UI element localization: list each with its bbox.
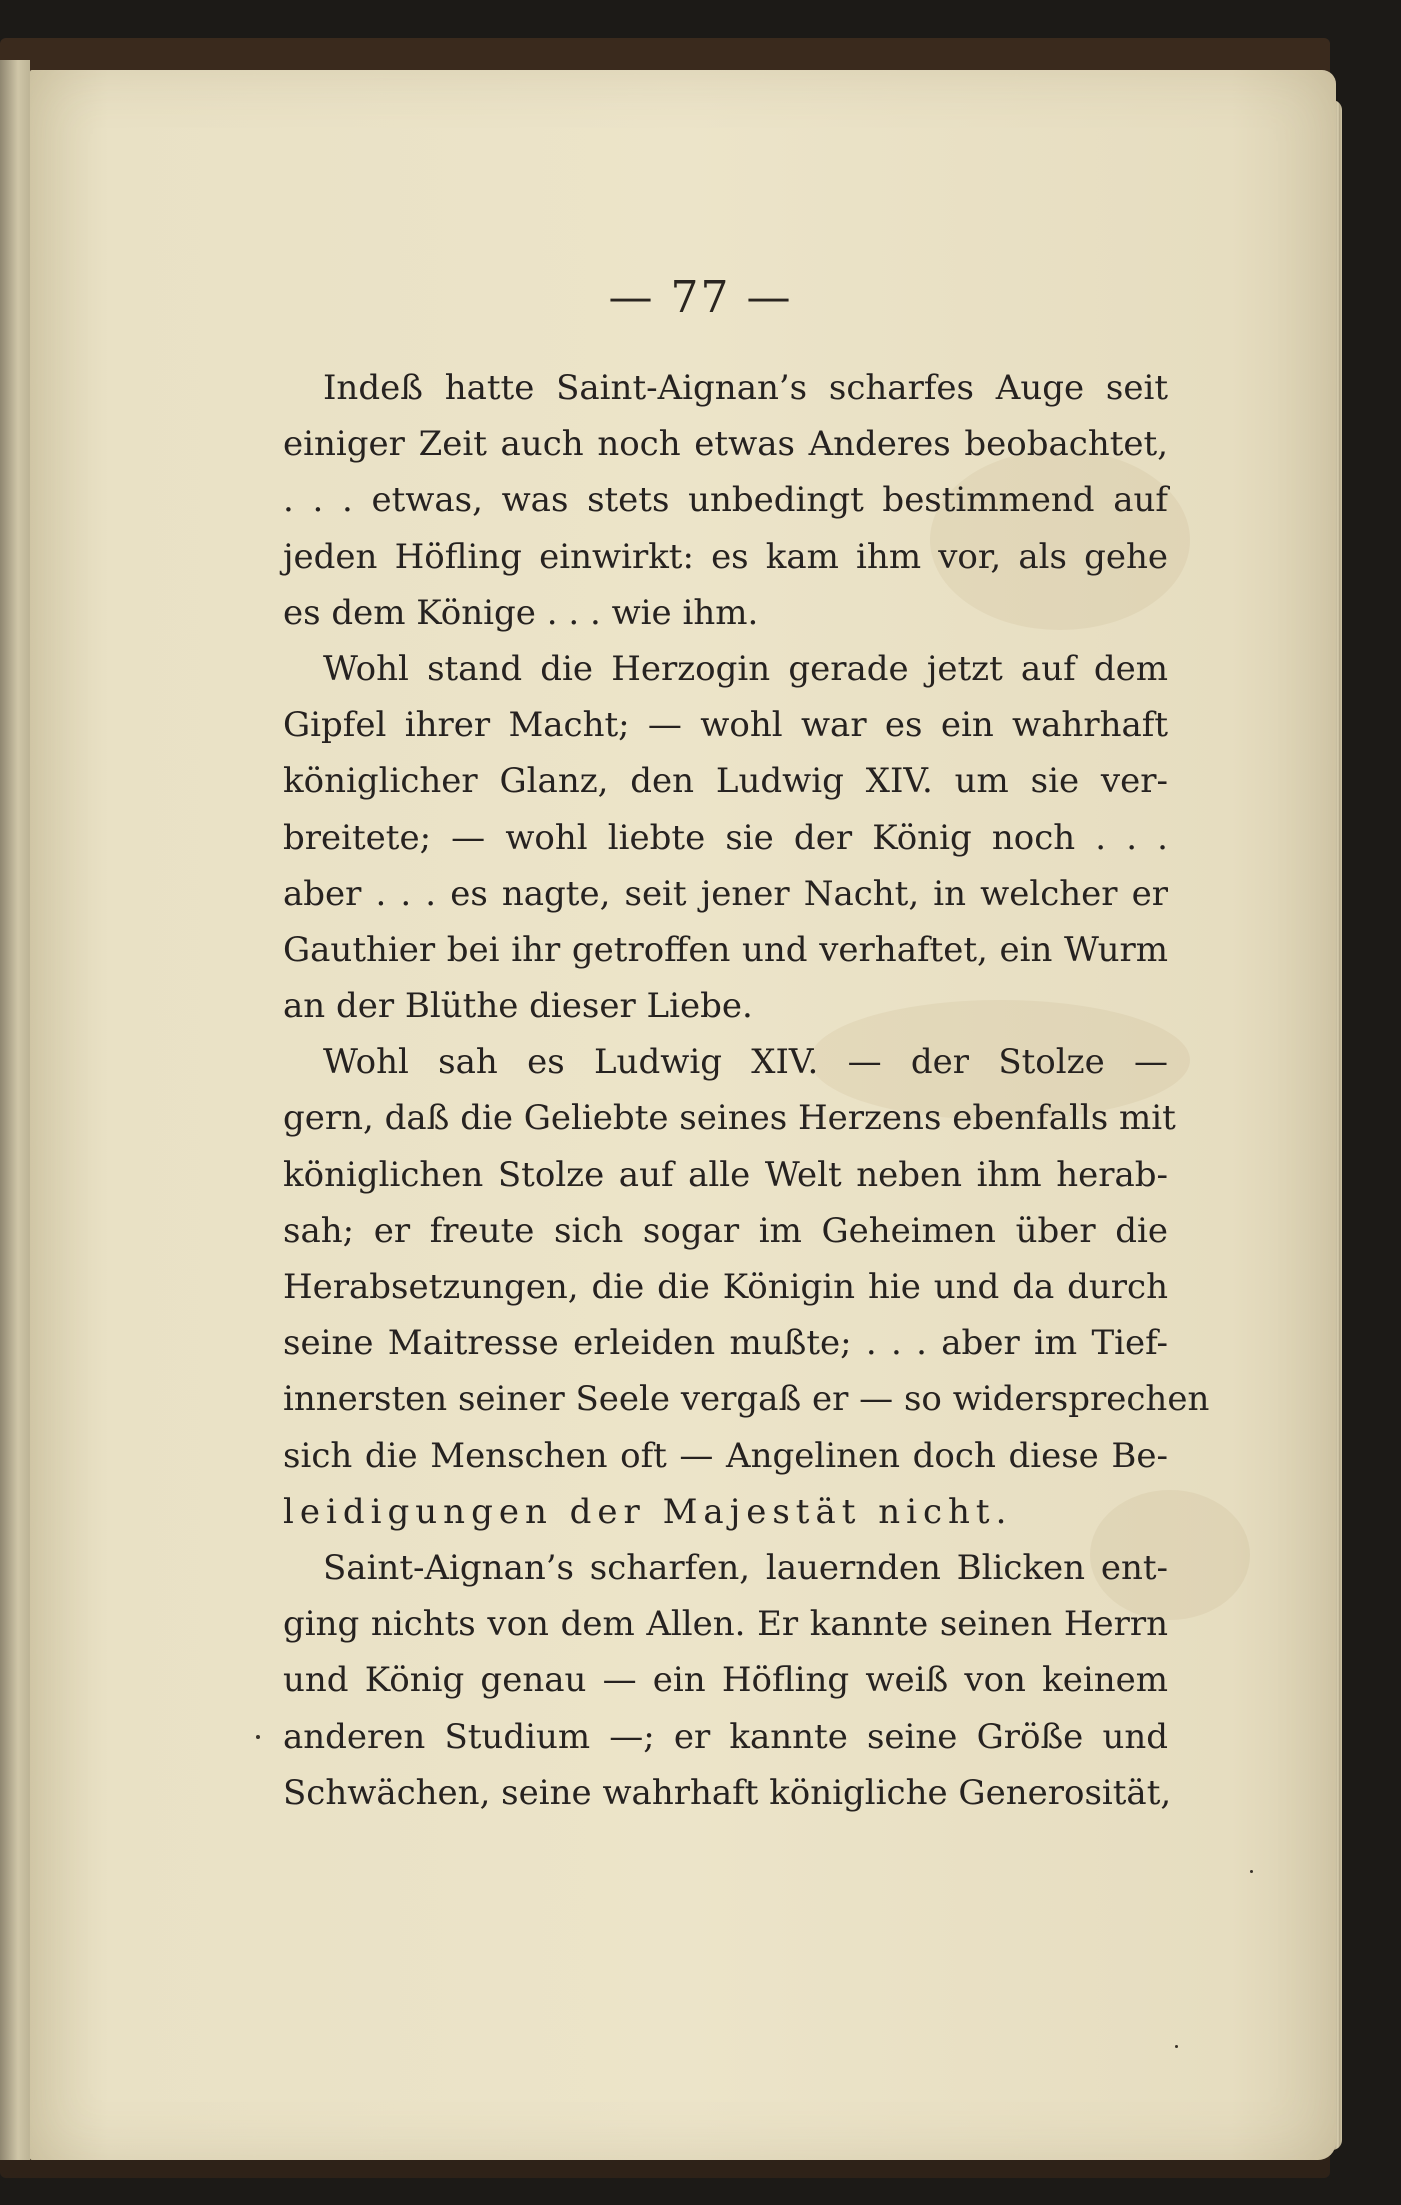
ink-speck <box>256 1735 260 1739</box>
text-line: gern, daß die Geliebte seines Herzens ebenfalls mit <box>283 1098 1176 1139</box>
text-line: . . . etwas, was stets unbedingt bestimmend auf <box>283 480 1168 521</box>
text-line: anderen Studium —; er kannte seine Größe und <box>283 1716 1168 1757</box>
text-line: ging nichts von dem Allen. Er kannte seinen Herrn <box>283 1604 1168 1645</box>
text-line: königlicher Glanz, den Ludwig XIV. um sie ver- <box>283 761 1168 802</box>
text-line: Gipfel ihrer Macht; — wohl war es ein wahrhaft <box>283 705 1168 746</box>
text-line: Schwächen, seine wahrhaft königliche Generosität, <box>283 1772 1172 1813</box>
text-line: aber . . . es nagte, seit jener Nacht, in welcher er <box>283 873 1168 914</box>
text-line: königlichen Stolze auf alle Welt neben ihm herab- <box>283 1154 1168 1195</box>
text-line: innersten seiner Seele vergaß er — so widersprechen <box>283 1379 1210 1420</box>
body-text <box>283 360 1210 1821</box>
text-line: sich die Menschen oft — Angelinen doch diese Be- <box>283 1435 1168 1476</box>
text-line: Saint-Aignan’s scharfen, lauernden Blicken ent- <box>323 1547 1168 1588</box>
text-line: Wohl sah es Ludwig XIV. — der Stolze — <box>323 1042 1168 1083</box>
text-line: Gauthier bei ihr getroffen und verhaftet, ein Wurm <box>283 929 1168 970</box>
page-number: — 77 — <box>608 272 793 323</box>
text-line: Wohl stand die Herzogin gerade jetzt auf dem <box>323 648 1168 689</box>
text-line: Herabsetzungen, die die Königin hie und da durch <box>283 1267 1168 1307</box>
text-line: an der Blüthe dieser Liebe. <box>283 986 753 1027</box>
text-line: breitete; — wohl liebte sie der König noch . . . <box>283 817 1168 858</box>
ink-speck <box>1175 2045 1178 2048</box>
text-line: es dem Könige . . . wie ihm. <box>283 592 759 633</box>
previous-page-edge <box>0 60 30 2160</box>
text-line: leidigungen der Majestät nicht. <box>283 1491 1013 1532</box>
text-line: sah; er freute sich sogar im Geheimen über die <box>283 1210 1168 1251</box>
ink-speck <box>1250 1870 1253 1873</box>
text-line: einiger Zeit auch noch etwas Anderes beobachtet, <box>283 424 1168 465</box>
text-line: Indeß hatte Saint-Aignan’s scharfes Auge seit <box>323 368 1168 408</box>
text-line: jeden Höfling einwirkt: es kam ihm vor, als gehe <box>283 536 1168 577</box>
text-line: und König genau — ein Höfling weiß von keinem <box>283 1660 1168 1701</box>
text-line: seine Maitresse erleiden mußte; . . . aber im Tief- <box>283 1323 1168 1364</box>
